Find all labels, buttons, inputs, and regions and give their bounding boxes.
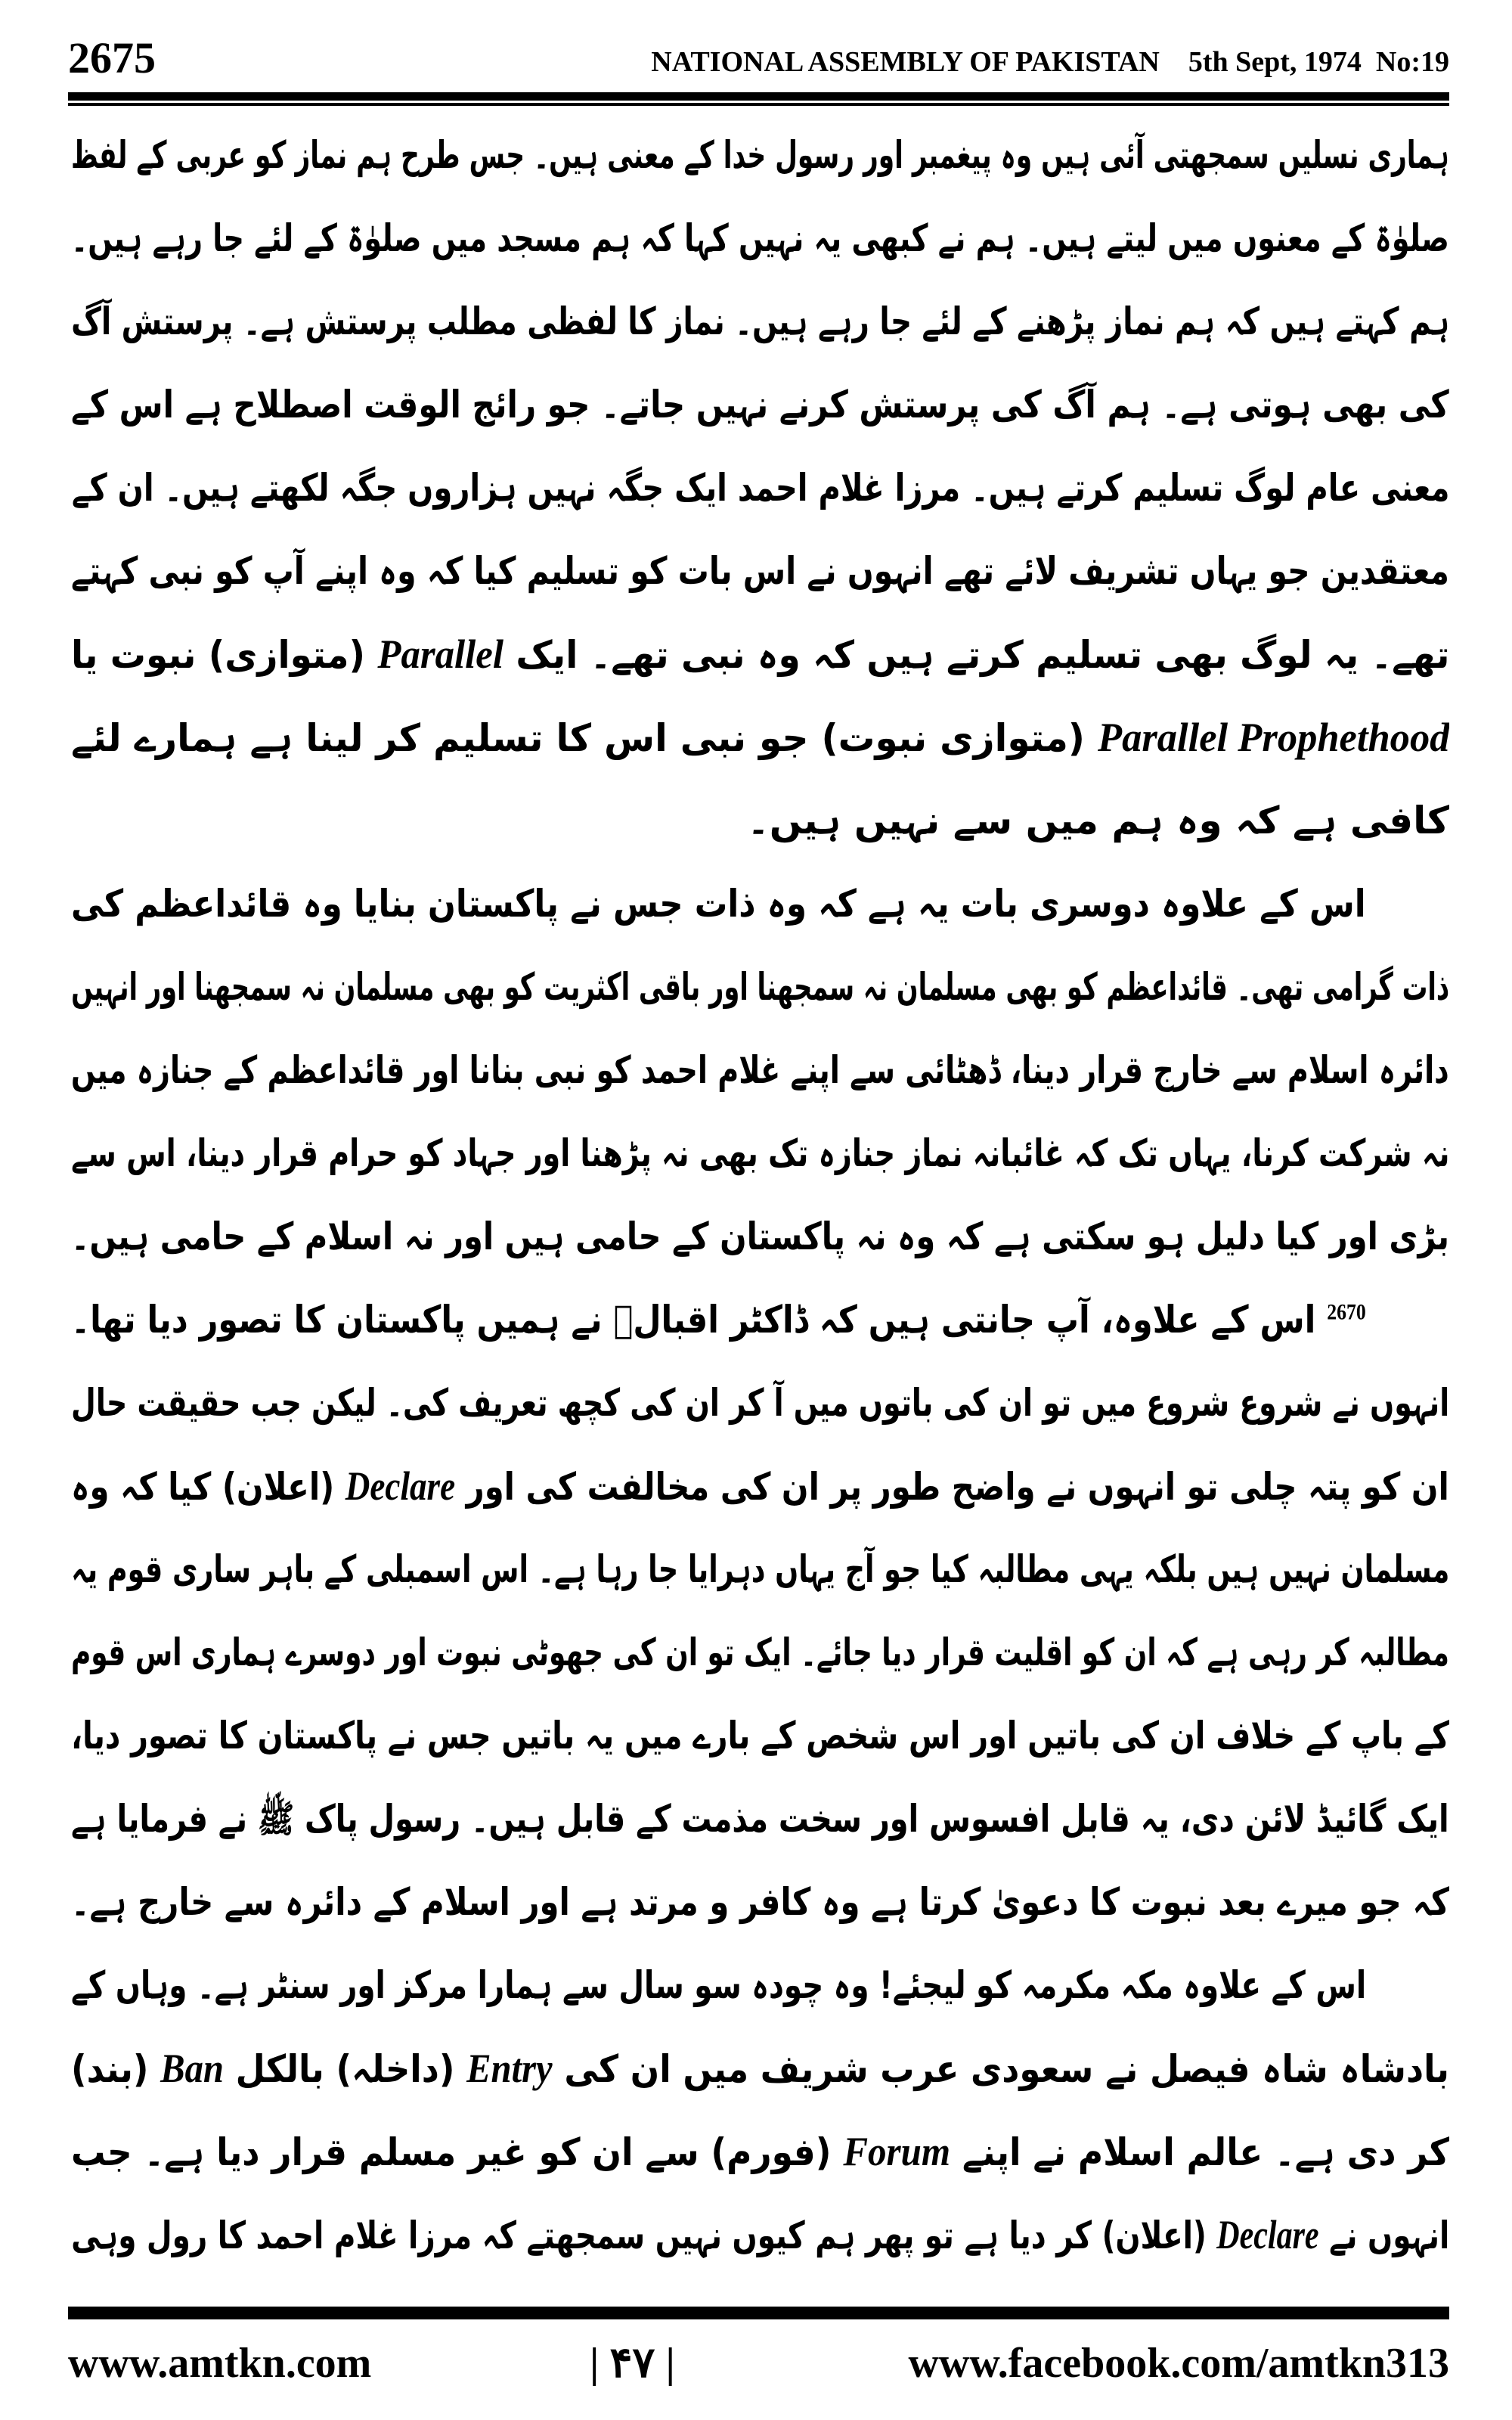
header-rule-thin	[68, 103, 1449, 106]
text-line-content	[71, 1960, 1366, 2010]
text-line	[68, 529, 1449, 613]
footer-rule	[68, 2307, 1449, 2319]
urdu-text: اس کے علاوہ مکہ مکرمہ کو لیجئے! وہ چودہ سو سال سے ہمارا مرکز اور سنٹر ہے۔ وہاں کے	[70, 1963, 1366, 2007]
urdu-text: بڑی اور کیا دلیل ہو سکتی ہے کہ وہ نہ پاکستان کے حامی ہیں اور نہ اسلام کے حامی ہیں۔	[71, 1215, 1449, 1258]
text-line-content	[71, 213, 1449, 263]
urdu-text: معنی عام لوگ تسلیم کرتے ہیں۔ مرزا غلام احمد ایک جگہ نہیں ہزاروں جگہ لکھتے ہیں۔ ان کے	[71, 466, 1449, 510]
website-link[interactable]: www.amtkn.com	[68, 2340, 372, 2387]
urdu-text: کافی ہے کہ وہ ہم میں سے نہیں ہیں۔	[747, 799, 1449, 842]
urdu-text: (فورم) سے ان کو غیر مسلم قرار دیا ہے۔ جب	[71, 2130, 832, 2174]
urdu-text: کہ جو میرے بعد نبوت کا دعویٰ کرتا ہے وہ کافر و مرتد ہے اور اسلام کے دائرہ سے خارج ہے۔	[70, 1880, 1449, 1924]
text-line	[68, 1028, 1449, 1112]
text-line	[68, 2193, 1449, 2276]
page-footer	[68, 2333, 1449, 2394]
text-line	[68, 1694, 1449, 1777]
session-date: 5th Sept, 1974	[1188, 46, 1362, 78]
urdu-text: کر دی ہے۔ عالم اسلام نے اپنے	[962, 2130, 1449, 2174]
urdu-text: انہوں نے	[1328, 2214, 1449, 2257]
urdu-text: کی بھی ہوتی ہے۔ ہم آگ کی پرستش کرنے نہیں جاتے۔ جو رائج الوقت اصطلاح ہے اس کے	[71, 383, 1449, 427]
text-line-content	[71, 879, 1366, 929]
text-line	[68, 197, 1449, 280]
text-line-content	[71, 546, 1449, 596]
urdu-text: ان کو پتہ چلی تو انہوں نے واضح طور پر ان کی مخالفت کی اور	[466, 1465, 1449, 1509]
text-line-content	[71, 380, 1449, 430]
text-line-content	[71, 2127, 1449, 2176]
english-term: Parallel	[377, 631, 503, 677]
text-line-content	[71, 1794, 1449, 1844]
text-line-content	[71, 1627, 1449, 1677]
text-line	[68, 2110, 1449, 2193]
text-line-content	[71, 1711, 1449, 1761]
text-line	[68, 1444, 1449, 1528]
urdu-text: ایک گائیڈ لائن دی، یہ قابل افسوس اور سخت مذمت کے قابل ہیں۔ رسول پاک ﷺ نے فرمایا ہے	[71, 1797, 1449, 1841]
urdu-text: نہ شرکت کرنا، یہاں تک کہ غائبانہ نماز جنازہ تک بھی نہ پڑھنا اور جہاد کو حرام قرار دینا، اس سے	[70, 1131, 1449, 1175]
text-line	[68, 1860, 1449, 1944]
original-page-marker: 2670	[1327, 1299, 1366, 1325]
text-line	[68, 280, 1449, 363]
text-line	[68, 613, 1449, 696]
text-line-content	[71, 2210, 1449, 2260]
text-line	[68, 446, 1449, 529]
issue-number: No:19	[1375, 46, 1449, 78]
text-line	[68, 1528, 1449, 1611]
text-line-content	[71, 2043, 1449, 2093]
text-line-content	[747, 796, 1449, 845]
text-line	[68, 696, 1449, 779]
text-line-content	[71, 130, 1449, 180]
urdu-text: بادشاہ شاہ فیصل نے سعودی عرب شریف میں ان کی	[564, 2047, 1449, 2091]
urdu-text: (بند)	[71, 2047, 149, 2091]
english-term: Forum	[843, 2129, 951, 2174]
urdu-text: تھے۔ یہ لوگ بھی تسلیم کرتے ہیں کہ وہ نبی تھے۔ ایک	[515, 633, 1449, 677]
text-line-content	[71, 1378, 1449, 1428]
text-line	[68, 862, 1449, 945]
text-line-content	[71, 962, 1449, 1012]
english-term: Ban	[160, 2046, 225, 2091]
text-line	[68, 113, 1449, 197]
document-body	[68, 113, 1449, 2291]
facebook-link[interactable]: www.facebook.com/amtkn313	[908, 2340, 1449, 2387]
english-term: Entry	[466, 2046, 553, 2091]
urdu-text: (اعلان) کر دیا ہے تو پھر ہم کیوں نہیں سمجھتے کہ مرزا غلام احمد کا رول وہی	[70, 2214, 1207, 2257]
text-line-content	[71, 712, 1449, 762]
text-line	[68, 1944, 1449, 2027]
assembly-name: NATIONAL ASSEMBLY OF PAKISTAN	[651, 46, 1160, 78]
urdu-text: مطالبہ کر رہی ہے کہ ان کو اقلیت قرار دیا جائے۔ ایک تو ان کی جھوٹی نبوت اور دوسرے ہماری اس قوم	[71, 1630, 1449, 1674]
text-line	[68, 1611, 1449, 1694]
urdu-text: اس کے علاوہ، آپ جانتی ہیں کہ ڈاکٹر اقبالؒ نے ہمیں پاکستان کا تصور دیا تھا۔	[71, 1298, 1316, 1342]
text-line	[68, 1195, 1449, 1278]
text-line	[68, 1361, 1449, 1444]
text-line	[68, 779, 1449, 862]
english-term: Declare	[1216, 2212, 1319, 2257]
urdu-text: (اعلان) کیا کہ وہ	[71, 1465, 335, 1509]
footer-page-marker: | ۴۷ |	[590, 2340, 675, 2387]
header-title	[651, 41, 1449, 83]
text-line	[68, 2027, 1449, 2110]
text-line	[68, 1278, 1449, 1361]
text-line-content	[71, 1045, 1449, 1095]
urdu-text: دائرہ اسلام سے خارج قرار دینا، ڈھٹائی سے اپنے غلام احمد کو نبی بنانا اور قائداعظم کے جنازہ میں	[71, 1048, 1449, 1092]
english-term: Parallel Prophethood	[1097, 715, 1449, 760]
urdu-text: (داخلہ) بالکل	[235, 2047, 455, 2091]
urdu-text: انہوں نے شروع شروع میں تو ان کی باتوں میں آ کر ان کی کچھ تعریف کی۔ لیکن جب حقیقت حال	[70, 1381, 1449, 1425]
page-header	[68, 32, 1449, 91]
text-line-content	[71, 1544, 1449, 1594]
text-line	[68, 363, 1449, 446]
urdu-text: معتقدین جو یہاں تشریف لائے تھے انہوں نے اس بات کو تسلیم کیا کہ وہ اپنے آپ کو نبی کہتے	[71, 549, 1449, 593]
urdu-text: مسلمان نہیں ہیں بلکہ یہی مطالبہ کیا جو آج یہاں دہرایا جا رہا ہے۔ اس اسمبلی کے باہر ساری قوم یہ	[70, 1547, 1449, 1591]
urdu-text: ذات گرامی تھی۔ قائداعظم کو بھی مسلمان نہ سمجھنا اور باقی اکثریت کو بھی مسلمان نہ سمجھنا اور انہیں	[70, 965, 1449, 1009]
text-line-content	[71, 1295, 1366, 1345]
text-line-content	[71, 1128, 1449, 1178]
text-line-content	[71, 463, 1449, 513]
page-number: 2675	[68, 33, 156, 82]
text-line-content	[71, 1212, 1449, 1261]
text-line	[68, 1112, 1449, 1195]
text-line	[68, 945, 1449, 1028]
text-line	[68, 1777, 1449, 1860]
urdu-text: کے باپ کے خلاف ان کی باتیں اور اس شخص کے بارے میں یہ باتیں جس نے پاکستان کا تصور دیا،	[70, 1714, 1449, 1758]
urdu-text: (متوازی) نبوت یا	[70, 633, 365, 677]
urdu-text: صلوٰۃ کے معنوں میں لیتے ہیں۔ ہم نے کبھی یہ نہیں کہا کہ ہم مسجد میں صلوٰۃ کے لئے جا رہے ہیں۔	[71, 216, 1449, 260]
text-line-content	[71, 1877, 1449, 1927]
text-line-content	[71, 296, 1449, 346]
english-term: Declare	[345, 1463, 456, 1509]
urdu-text: اس کے علاوہ دوسری بات یہ ہے کہ وہ ذات جس نے پاکستان بنایا وہ قائداعظم کی	[71, 882, 1366, 926]
urdu-text: ہماری نسلیں سمجھتی آئی ہیں وہ پیغمبر اور رسول خدا کے معنی ہیں۔ جس طرح ہم نماز کو عربی کے لفظ	[71, 133, 1449, 177]
text-line-content	[71, 1461, 1449, 1511]
urdu-text: ہم کہتے ہیں کہ ہم نماز پڑھنے کے لئے جا رہے ہیں۔ نماز کا لفظی مطلب پرستش ہے۔ پرستش آگ	[70, 299, 1449, 343]
urdu-text: (متوازی نبوت) جو نبی اس کا تسلیم کر لینا ہے ہمارے لئے	[70, 716, 1085, 760]
header-rule-thick	[68, 92, 1449, 101]
text-line-content	[71, 629, 1449, 679]
